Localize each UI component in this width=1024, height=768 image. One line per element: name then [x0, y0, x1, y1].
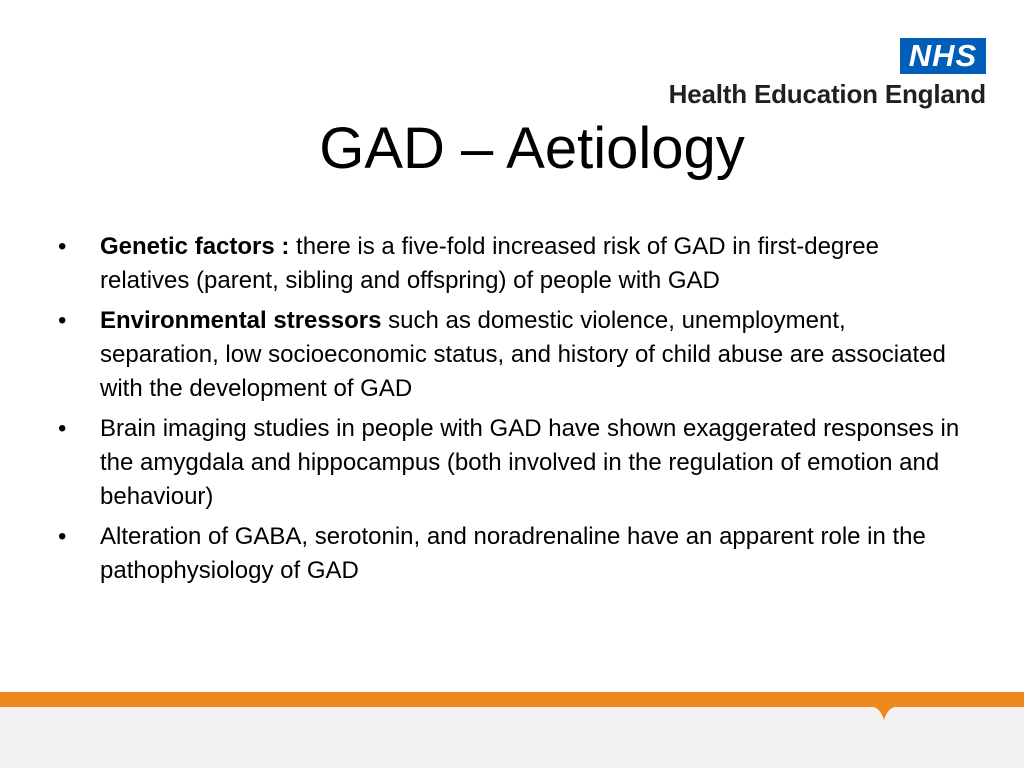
bullet-text: there is a five-fold increased risk of GAD in first-degree relatives (parent, sibling and offspring) of people with GAD: [100, 233, 879, 294]
slide-title: GAD – Aetiology: [319, 116, 745, 181]
bullet-icon: •: [58, 307, 67, 334]
bullet-icon: •: [58, 233, 67, 260]
footer-notch: [0, 706, 1024, 726]
bullet-list: [56, 230, 971, 594]
bullet-icon: •: [58, 415, 67, 442]
organisation-name: Health Education England: [668, 79, 986, 109]
nhs-logo: NHS: [900, 38, 986, 74]
bullet-lead: Environmental stressors: [100, 307, 382, 334]
bullet-icon: •: [58, 523, 67, 550]
bullet-environmental-stressors: [56, 304, 971, 406]
bullet-genetic-factors: [56, 230, 971, 298]
bullet-brain-imaging: [56, 412, 971, 514]
bullet-lead: Genetic factors :: [100, 233, 290, 260]
hee-logo: [626, 38, 986, 110]
footer-orange-band: [0, 692, 1024, 707]
bullet-neurotransmitters: [56, 520, 971, 588]
bullet-text: Alteration of GABA, serotonin, and noradrenaline have an apparent role in the pathophysiology of GAD: [100, 523, 926, 584]
bullet-text: Brain imaging studies in people with GAD have shown exaggerated responses in the amygdala and hippocampus (both involved in the regulation of emotion and behaviour): [100, 415, 960, 510]
bullet-text: such as domestic violence, unemployment, separation, low socioeconomic status, and history of child abuse are associated with the development of GAD: [100, 307, 946, 402]
